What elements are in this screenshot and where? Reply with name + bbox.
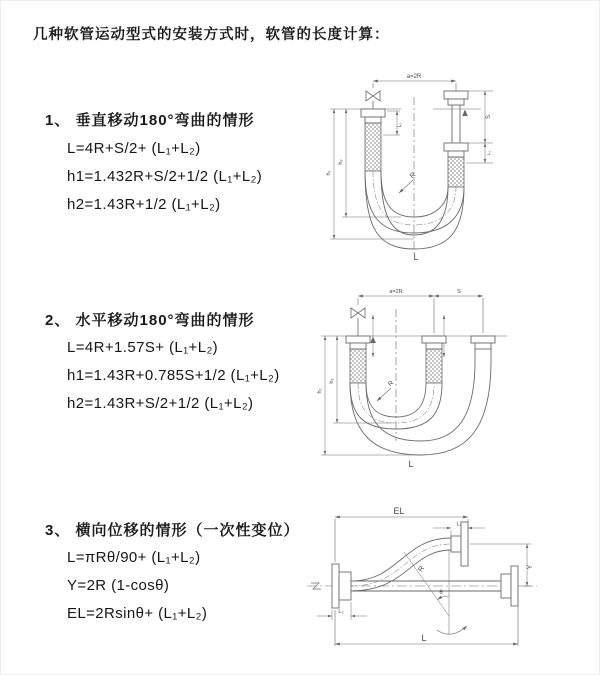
angle-arc [438, 596, 450, 600]
diagram-vertical-movement [313, 69, 600, 264]
label-length: L [408, 459, 414, 469]
label-radius: R [417, 565, 427, 574]
braided-hose-end [448, 157, 464, 187]
radius-leader [399, 180, 413, 193]
left-flange [361, 109, 385, 123]
label-length: L [413, 252, 419, 262]
dim-label-l1: L₁ [456, 521, 462, 528]
hose-u-bend-moved [350, 361, 491, 455]
dim-label-y: Y [527, 564, 534, 570]
dimension-y [470, 544, 531, 586]
braided-hose-end [350, 349, 366, 383]
section-3-formula-l: L=πRθ/90+ (L₁+L₂) [67, 549, 201, 566]
dim-label-l2: L₂ [338, 609, 344, 615]
middle-flange [422, 336, 446, 349]
dimension-a2r [373, 81, 456, 99]
dim-label-s: S [486, 114, 492, 120]
section-2-formula-h2: h2=1.43R+S/2+1/2 (L₁+L₂) [67, 395, 254, 412]
dimension-l1 [433, 528, 485, 536]
page-title: 几种软管运动型式的安装方式时，软管的长度计算： [33, 27, 390, 43]
braided-hose-end [365, 123, 381, 171]
hose-s-curve [351, 538, 451, 591]
section-1-formula-h1: h1=1.432R+S/2+1/2 (L₁+L₂) [67, 168, 263, 185]
dim-label-h2: h₂ [338, 159, 344, 165]
section-1-formula-h2: h2=1.43R+1/2 (L₁+L₂) [67, 196, 221, 213]
valve-icon [366, 91, 380, 109]
right-flange-lower [444, 143, 468, 157]
braided-hose-end [426, 349, 442, 383]
dim-label-l1-left: L₁ [397, 122, 403, 128]
section-2-formula-l: L=4R+1.57S+ (L₁+L₂) [67, 339, 219, 356]
valve-icon [351, 308, 365, 336]
left-flange [346, 336, 370, 349]
dim-label-l1-right: L₁ [486, 150, 491, 156]
section-3-formula-y: Y=2R (1-cosθ) [67, 577, 170, 594]
section-3-heading: 3、 横向位移的情形（一次性变位） [45, 522, 300, 539]
section-1-heading: 1、 垂直移动180°弯曲的情形 [45, 112, 255, 129]
left-flange [332, 564, 351, 608]
label-theta: θ [439, 590, 443, 596]
dimension-a2r [358, 296, 483, 333]
up-arrow [462, 110, 468, 117]
section-3-formula-el: EL=2Rsinθ+ (L₁+L₂) [67, 605, 208, 622]
dimension-el [335, 517, 468, 562]
section-1-formula-l: L=4R+S/2+ (L₁+L₂) [67, 140, 201, 157]
right-flange-upper [444, 91, 468, 105]
dim-label-a2r: a=2R [406, 74, 422, 80]
label-length: L [421, 633, 427, 643]
top-right-flange [451, 522, 468, 566]
rotation-arrow [437, 626, 467, 634]
diagram-lateral-displacement [299, 504, 599, 669]
section-2-heading: 2、 水平移动180°弯曲的情形 [45, 312, 255, 329]
dim-label-s: S [457, 289, 461, 295]
right-flange [501, 566, 518, 606]
radius-leader [377, 388, 391, 401]
right-flange [471, 336, 495, 349]
section-2-formula-h1: h1=1.43R+0.785S+1/2 (L₁+L₂) [67, 367, 280, 384]
label-radius: R [408, 171, 418, 181]
dim-label-el: EL [393, 506, 405, 516]
dim-label-a2r: a=2R [389, 289, 403, 295]
dimension-h1 [321, 336, 421, 455]
label-radius: R [387, 379, 396, 389]
diagram-horizontal-movement [311, 283, 600, 473]
radius-line [404, 552, 449, 616]
dim-label-h1: h₁ [326, 170, 332, 176]
dim-label-h2: h₂ [329, 378, 335, 384]
dim-label-h1: h₁ [317, 388, 323, 394]
